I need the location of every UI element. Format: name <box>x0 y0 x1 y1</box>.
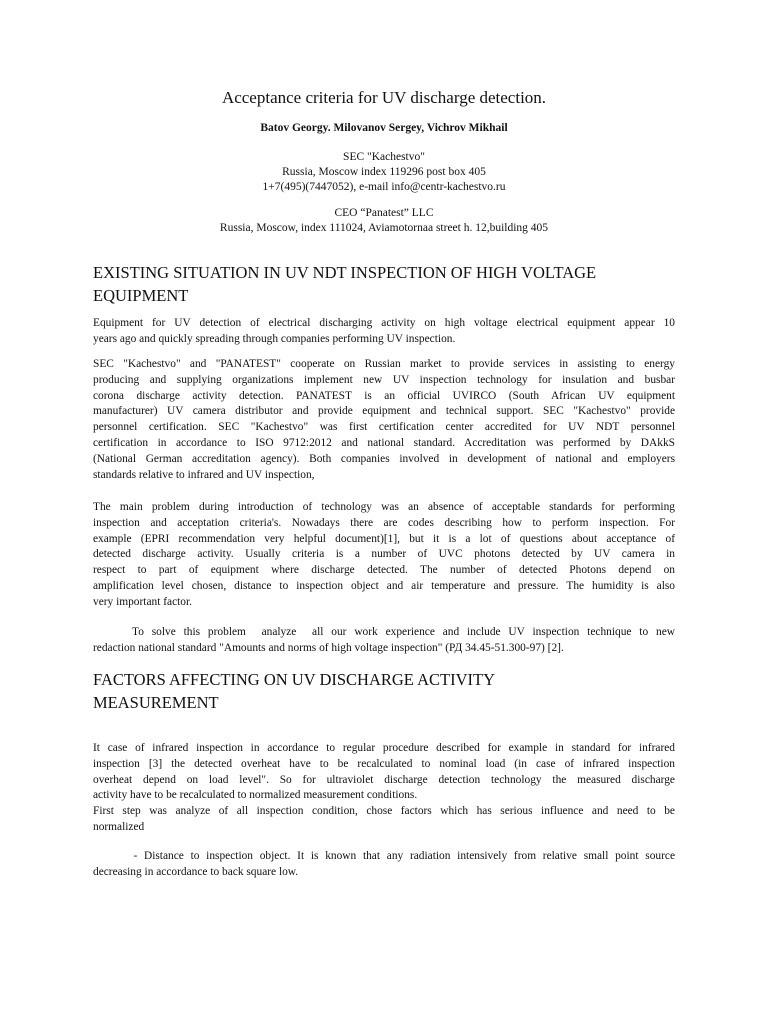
section1-heading-line: EQUIPMENT <box>93 286 189 305</box>
text-line: producing and supplying organizations implement new UV inspection technology for insulation and busbar <box>93 373 675 386</box>
authors-line: Batov Georgy. Milovanov Sergey, Vichrov Mikhail <box>260 122 508 134</box>
document-title: Acceptance criteria for UV discharge detection. <box>221 88 547 107</box>
text-line: overheat depend on load level". So for ultraviolet discharge detection technology the measured discharge <box>93 773 675 786</box>
text-line: years ago and quickly spreading through companies performing UV inspection. <box>93 332 456 345</box>
text-line: corona discharge activity detection. PANATEST is an official UVIRCO (South African UV equipment <box>93 389 675 402</box>
text-line: inspection and acceptation criteria's. Nowadays there are codes describing how to perform inspection. For <box>93 516 675 529</box>
text-line: To solve this problem analyze all our work experience and include UV inspection technique to new <box>93 626 675 638</box>
section1-heading <box>93 261 693 307</box>
org1-address: Russia, Moscow index 119296 post box 405 <box>282 166 486 178</box>
section2-heading-line: FACTORS AFFECTING ON UV DISCHARGE ACTIVITY <box>93 670 496 689</box>
section2-paragraph-2 <box>93 849 675 881</box>
text-line: amplification level chosen, distance to inspection object and air temperature and pressure. The humidity is also <box>93 579 675 592</box>
text-line: - Distance to inspection object. It is known that any radiation intensively from relative small point source <box>93 850 675 862</box>
text-line: manufacturer) UV camera distributor and provide equipment and technical support. SEC "Kachestvo" provide <box>93 405 675 418</box>
org1-contact: 1+7(495)(7447052), e-mail info@centr-kachestvo.ru <box>262 181 506 193</box>
section1-heading-line: EXISTING SITUATION IN UV NDT INSPECTION OF HIGH VOLTAGE <box>93 263 597 282</box>
text-line: (National German accreditation agency). Both companies involved in development of national and employers <box>93 452 675 465</box>
section1-paragraph-3 <box>93 500 675 611</box>
text-line: It case of infrared inspection in accordance to regular procedure described for example in standard for infrared <box>93 742 675 754</box>
text-line: redaction national standard "Amounts and norms of high voltage inspection" (РД 34.45-51.300-97) [2]. <box>93 641 564 654</box>
text-line: very important factor. <box>93 595 193 608</box>
text-line: normalized <box>93 820 145 833</box>
text-line: example (EPRI recommendation very helpful document)[1], but it is a lot of questions about acceptance of <box>93 532 675 545</box>
section1-paragraph-2 <box>93 357 675 483</box>
text-line: SEC "Kachestvo" and "PANATEST" cooperate on Russian market to provide services in assisting to energy <box>93 358 675 370</box>
org2-name: CEO “Panatest” LLC <box>334 207 434 219</box>
text-line: inspection [3] the detected overheat have to be recalculated to nominal load (in case of infrared inspection <box>93 757 675 770</box>
text-line: personnel certification. SEC "Kachestvo" was first certification center accredited for UV NDT personnel <box>93 421 675 434</box>
section2-heading-line: MEASUREMENT <box>93 693 219 712</box>
text-line: The main problem during introduction of technology was an absence of acceptable standards for performing <box>93 501 675 513</box>
text-line: respect to part of equipment where discharge detected. The number of detected Photons depend on <box>93 564 675 577</box>
text-line: Equipment for UV detection of electrical discharging activity on high voltage electrical equipment appear 10 <box>93 317 675 329</box>
section1-paragraph-4 <box>93 625 675 657</box>
text-line: certification in accordance to ISO 9712:2012 and national standard. Accreditation was performed by DAkkS <box>93 436 675 449</box>
text-line: standards relative to infrared and UV inspection, <box>93 468 315 481</box>
section1-paragraph-1 <box>93 316 675 348</box>
text-line: detected discharge activity. Usually criteria is a number of UVC photons detected by UV camera in <box>93 548 675 561</box>
text-line: decreasing in accordance to back square low. <box>93 865 299 878</box>
text-line: First step was analyze of all inspection condition, chose factors which has serious influence and need to be <box>93 805 675 818</box>
section2-paragraph-1 <box>93 741 675 836</box>
section2-heading <box>93 668 693 714</box>
org1-name: SEC "Kachestvo" <box>343 151 425 163</box>
org2-address: Russia, Moscow, index 111024, Aviamotornaa street h. 12,building 405 <box>219 222 549 234</box>
text-line: activity have to be recalculated to normalized measurement conditions. <box>93 789 418 802</box>
